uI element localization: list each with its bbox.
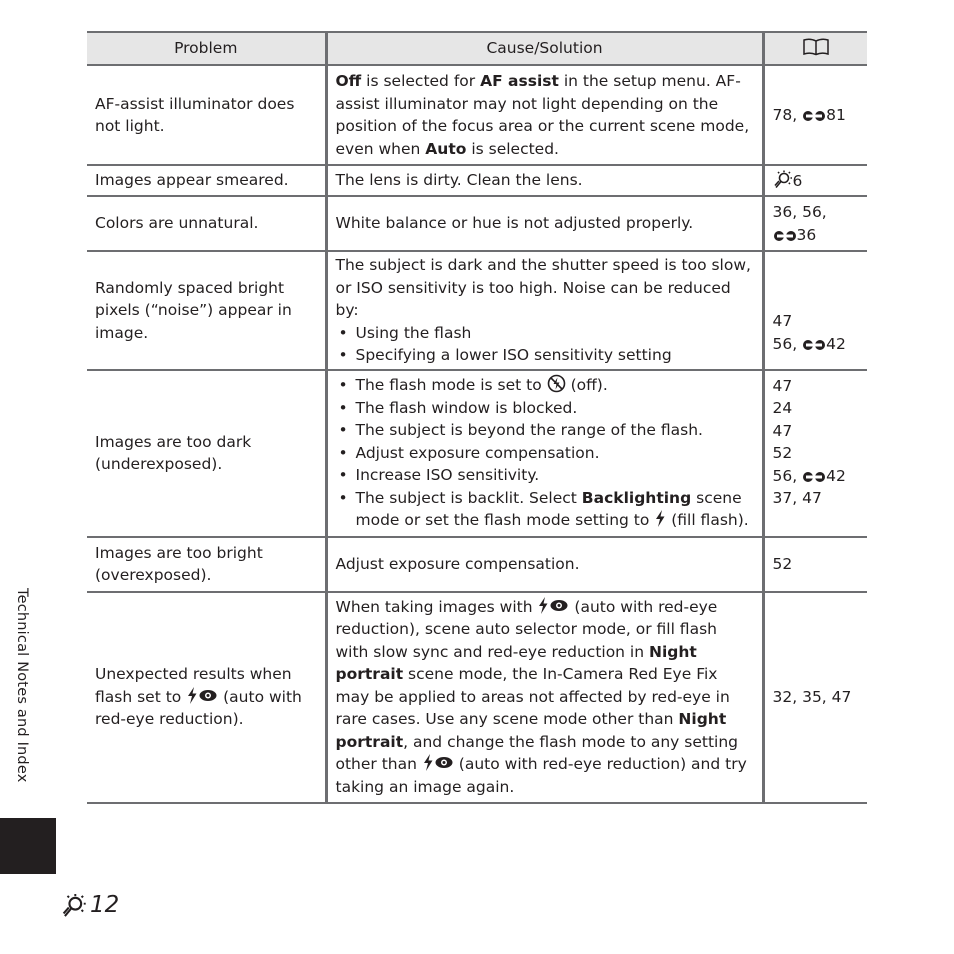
ref-text: 56, [772, 466, 803, 485]
ref-line: 37, 47 [772, 489, 822, 507]
cause-text: (auto with red-eye reduction) and try taking an image again. [335, 755, 747, 796]
problem-cell: AF-assist illuminator does not light. [87, 65, 326, 165]
bullet-list [336, 374, 755, 532]
bullet-item: • Adjust exposure compensation. [336, 442, 755, 465]
table-row [87, 370, 867, 537]
reference-cell: 32, 35, 47 [763, 592, 867, 803]
cause-text: The subject is dark and the shutter speed is too slow, or ISO sensitivity is too high. Noise can be reduced by: [335, 256, 751, 319]
page-number-text: 12 [90, 892, 120, 918]
troubleshooting-table [87, 31, 867, 804]
table-row [87, 165, 867, 196]
bullet-text: scene mode or set the flash mode setting to [355, 488, 742, 530]
bold-term: AF assist [480, 72, 559, 90]
flash-redeye-icon [537, 596, 569, 615]
tips-icon [773, 169, 793, 189]
tips-icon [61, 892, 87, 918]
ref-line [773, 224, 861, 247]
problem-cell: Images are too dark (underexposed). [87, 370, 326, 537]
bullet-item: • The subject is beyond the range of the flash. [336, 419, 755, 442]
reference-cell [763, 65, 867, 165]
cause-cell: Adjust exposure compensation. [326, 537, 763, 592]
bold-term: Backlighting [581, 488, 692, 507]
reference-section-icon [802, 338, 826, 352]
problem-text: Unexpected results when flash set to [95, 665, 292, 706]
ref-line: 24 [772, 399, 793, 417]
bullet-item [336, 487, 755, 532]
bullet-item: • Using the flash [336, 322, 755, 345]
bold-term: Off [335, 72, 362, 90]
flash-redeye-icon [186, 686, 218, 705]
cause-text: is selected for [361, 72, 481, 90]
table-header-row [87, 32, 867, 65]
ref-line: 52 [772, 444, 793, 462]
reference-cell [763, 251, 867, 370]
bullet-item: • The flash window is blocked. [336, 397, 755, 420]
flash-redeye-icon [422, 753, 454, 772]
flash-fill-icon [654, 509, 666, 528]
bullet-item: • Increase ISO sensitivity. [336, 464, 755, 487]
cause-cell: White balance or hue is not adjusted properly. [326, 196, 763, 251]
ref-line: 47 [772, 421, 793, 440]
reference-section-icon [773, 229, 797, 243]
cause-text: When taking images with [335, 597, 538, 616]
bold-term: Night portrait [335, 642, 697, 684]
ref-text: 42 [826, 466, 846, 485]
reference-cell [763, 196, 867, 251]
reference-cell [763, 370, 867, 537]
table-row [87, 65, 867, 165]
bullet-text: The subject is backlit. Select [355, 488, 582, 507]
bullet-text: The flash mode is set to [355, 376, 547, 395]
cause-text: (auto with red-eye reduction), scene auto selector mode, or fill flash with slow sync and red-eye reduction in [335, 597, 718, 661]
ref-text: 81 [826, 105, 846, 124]
book-icon [802, 38, 830, 56]
cause-cell [326, 592, 763, 803]
header-reference [763, 32, 867, 65]
bullet-text: (off). [565, 376, 608, 395]
reference-section-icon [802, 470, 826, 484]
page-number [61, 892, 119, 918]
ref-line: 47 [772, 312, 793, 331]
ref-text: 36 [796, 225, 817, 244]
table-row [87, 251, 867, 370]
section-tab-marker [0, 818, 56, 874]
cause-cell [326, 251, 763, 370]
table-row [87, 592, 867, 803]
flash-off-icon [547, 374, 566, 393]
cause-text: in the setup menu. AF-assist illuminator may not light depending on the position of the focus area or the current scene mode, even when [335, 72, 750, 158]
cause-cell [326, 370, 763, 537]
bullet-item: • Specifying a lower ISO sensitivity setting [336, 344, 755, 367]
ref-text: 78, [772, 105, 803, 124]
ref-text: 6 [792, 171, 803, 190]
header-problem: Problem [87, 32, 326, 65]
ref-line: 47 [772, 376, 793, 395]
ref-text: 42 [826, 334, 846, 353]
bold-term: Auto [425, 139, 467, 158]
table-row [87, 196, 867, 251]
ref-line [773, 465, 861, 488]
problem-text: (auto with red-eye reduction). [95, 687, 302, 729]
ref-text: 56, [772, 334, 803, 353]
problem-cell: Images are too bright (overexposed). [87, 537, 326, 592]
bullet-list [336, 322, 755, 367]
reference-section-icon [802, 109, 826, 123]
problem-cell: Colors are unnatural. [87, 196, 326, 251]
reference-cell: 52 [763, 537, 867, 592]
problem-cell [87, 592, 326, 803]
header-cause-solution: Cause/Solution [326, 32, 763, 65]
cause-cell [326, 65, 763, 165]
table-row [87, 537, 867, 592]
bullet-item [336, 374, 755, 397]
cause-cell: The lens is dirty. Clean the lens. [326, 165, 763, 196]
problem-cell: Images appear smeared. [87, 165, 326, 196]
bold-term: Night portrait [335, 710, 727, 751]
section-side-label: Technical Notes and Index [14, 588, 30, 783]
reference-cell [763, 165, 867, 196]
cause-text: is selected. [466, 139, 559, 158]
bullet-text: (fill flash). [666, 511, 749, 530]
cause-text: , and change the flash mode to any setting other than [335, 732, 739, 774]
ref-line: 36, 56, [772, 203, 827, 221]
problem-cell: Randomly spaced bright pixels (“noise”) appear in image. [87, 251, 326, 370]
ref-line [773, 333, 861, 356]
cause-text: scene mode, the In-Camera Red Eye Fix may be applied to areas not affected by red-eye in rare cases. Use any scene mode other than [335, 665, 730, 729]
